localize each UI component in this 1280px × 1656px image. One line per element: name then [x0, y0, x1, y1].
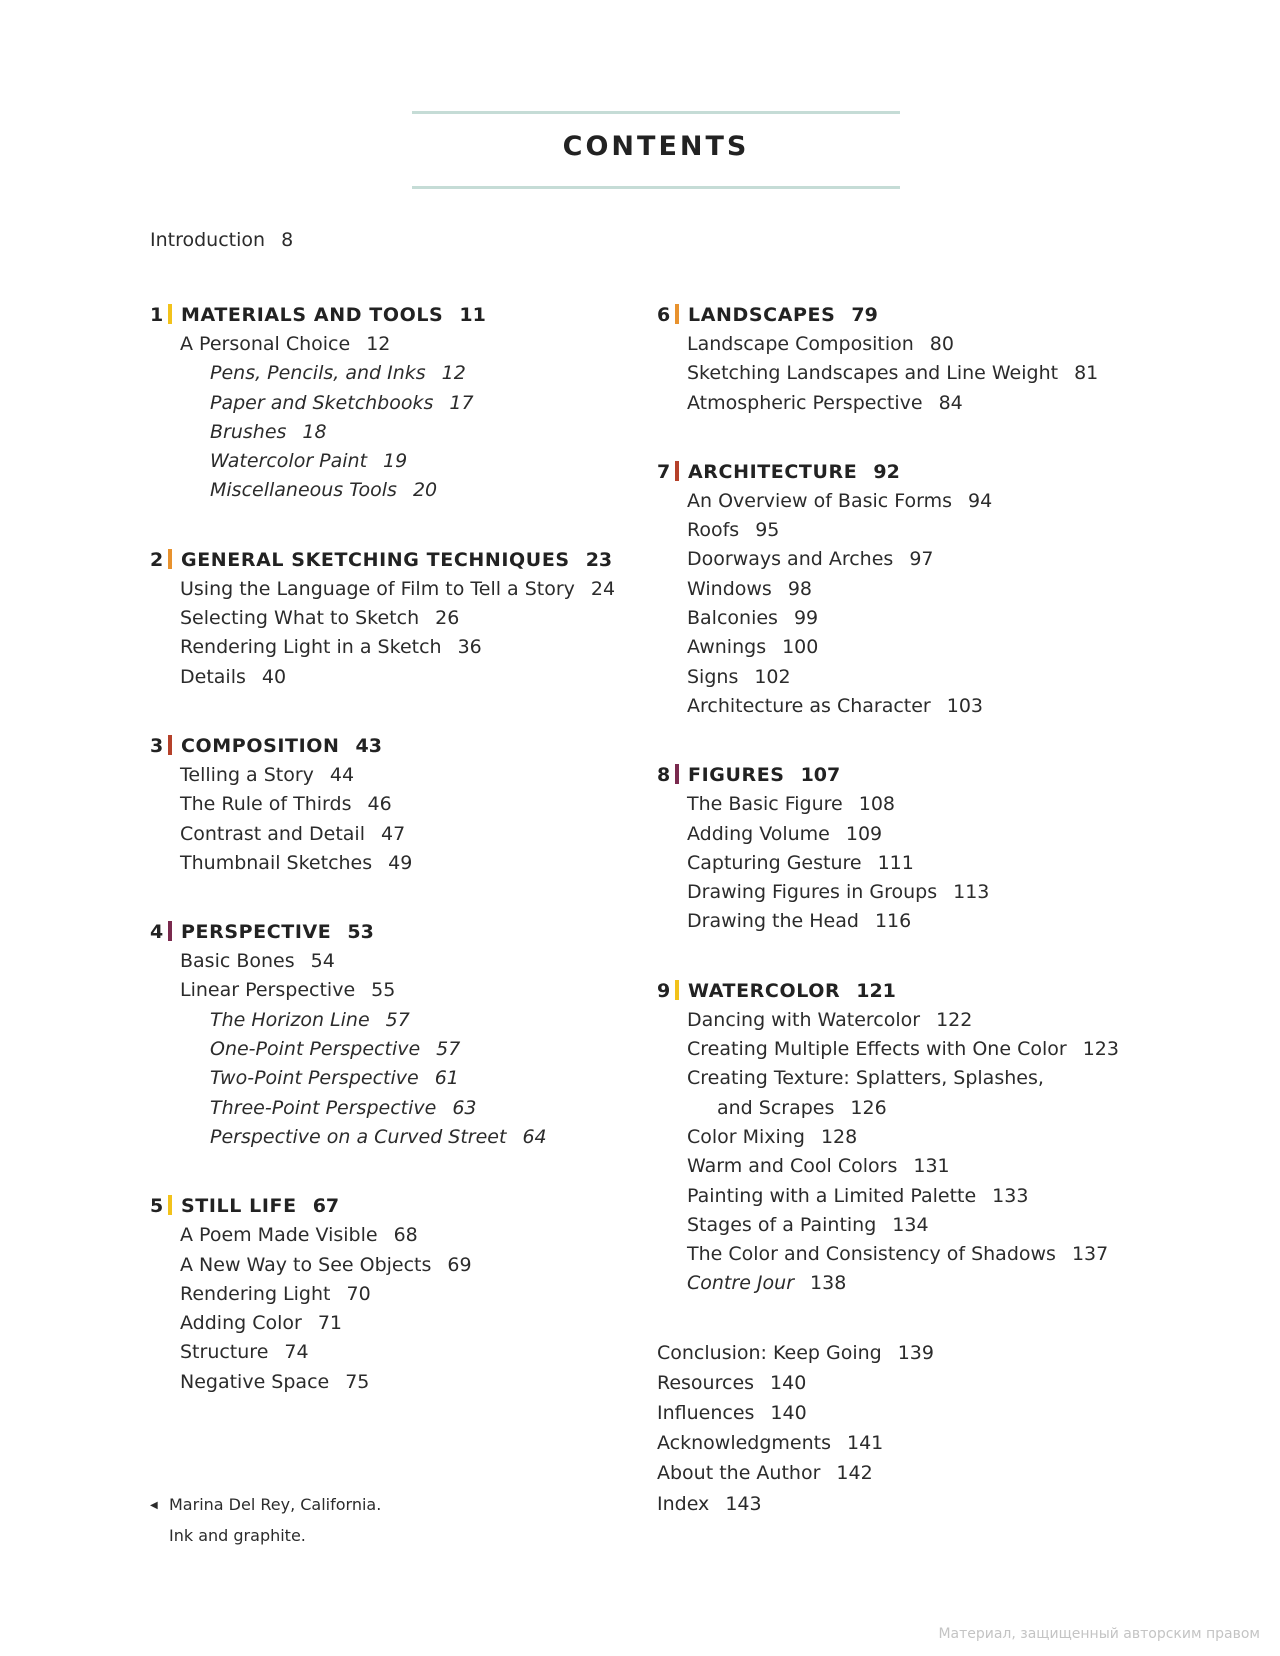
- entry-label: Painting with a Limited Palette: [687, 1184, 977, 1207]
- chapter-color-bar: [168, 549, 172, 569]
- entry-page: 20: [412, 479, 438, 502]
- toc-left-column: [150, 300, 630, 1436]
- entry-page: 133: [992, 1184, 1029, 1207]
- entry-label: A New Way to See Objects: [180, 1253, 432, 1276]
- toc-entry[interactable]: [657, 849, 1257, 878]
- chapter-color-bar: [675, 764, 679, 784]
- entry-page: 57: [385, 1008, 410, 1031]
- entry-label: and Scrapes: [717, 1096, 835, 1119]
- chapter-title: GENERAL SKETCHING TECHNIQUES: [181, 548, 570, 571]
- toc-entry[interactable]: [657, 820, 1257, 849]
- entry-label: Roofs: [687, 519, 740, 542]
- chapter-page: 92: [873, 460, 900, 483]
- entry-page: 24: [590, 577, 616, 600]
- entry-page: 116: [874, 910, 912, 933]
- entry-label: Windows: [687, 577, 772, 600]
- chapter-section: [657, 976, 1257, 1299]
- entry-page: 97: [909, 548, 934, 571]
- chapter-number: 8: [657, 764, 671, 787]
- chapter-heading[interactable]: [657, 300, 1257, 330]
- entry-label: Telling a Story: [180, 763, 314, 786]
- chapter-color-bar: [675, 461, 679, 481]
- triangle-left-icon: ◀: [150, 1500, 158, 1511]
- entry-page: 54: [310, 950, 335, 973]
- toc-entry[interactable]: [657, 545, 1257, 574]
- toc-entry[interactable]: [150, 1035, 630, 1064]
- entry-label: Miscellaneous Tools: [210, 479, 397, 502]
- backmatter-list: [657, 1338, 1257, 1519]
- entry-label: Index: [657, 1492, 710, 1515]
- chapter-page: 79: [851, 304, 878, 326]
- entry-label: Adding Color: [180, 1312, 302, 1335]
- entry-label: Details: [180, 665, 246, 688]
- backmatter-entry[interactable]: [657, 1428, 1257, 1458]
- chapter-title: STILL LIFE: [181, 1195, 297, 1218]
- chapter-color-bar: [675, 980, 679, 1000]
- backmatter-entry[interactable]: [657, 1368, 1257, 1398]
- entry-page: 94: [968, 489, 993, 512]
- entry-page: 74: [284, 1341, 309, 1364]
- toc-entry[interactable]: [657, 575, 1257, 604]
- entry-label: Conclusion: Keep Going: [657, 1341, 882, 1364]
- entry-label: Doorways and Arches: [687, 548, 894, 571]
- entry-page: 143: [725, 1492, 762, 1515]
- chapter-page: 43: [355, 734, 382, 757]
- chapter-number: 2: [150, 548, 164, 571]
- entry-label: Stages of a Painting: [687, 1213, 877, 1236]
- toc-entry[interactable]: [657, 878, 1257, 907]
- title-rule-top: [412, 111, 900, 114]
- chapter-section: [150, 731, 630, 878]
- entry-label: Color Mixing: [687, 1125, 805, 1148]
- entry-page: 75: [345, 1370, 370, 1393]
- entry-label: Acknowledgments: [657, 1432, 831, 1455]
- entry-label: Brushes: [210, 420, 287, 443]
- toc-entry[interactable]: [657, 1094, 1257, 1123]
- entry-label: Using the Language of Film to Tell a Story: [180, 577, 575, 600]
- entry-page: 142: [836, 1462, 873, 1485]
- chapter-title: WATERCOLOR: [688, 979, 841, 1002]
- toc-entry[interactable]: [657, 633, 1257, 662]
- toc-entry[interactable]: [657, 663, 1257, 692]
- entry-label: Two-Point Perspective: [210, 1067, 419, 1090]
- chapter-color-bar: [168, 921, 172, 941]
- entry-page: 68: [393, 1224, 418, 1247]
- toc-entry[interactable]: [150, 359, 630, 388]
- entry-label: Basic Bones: [180, 950, 295, 973]
- entry-page: 47: [380, 822, 406, 845]
- chapter-color-bar: [168, 735, 172, 755]
- entry-page: 84: [938, 391, 963, 414]
- chapter-number: 3: [150, 734, 164, 757]
- entry-label: Awnings: [687, 636, 767, 659]
- entry-label: Selecting What to Sketch: [180, 607, 420, 630]
- entry-page: 80: [929, 333, 954, 355]
- entry-page: 126: [850, 1096, 887, 1119]
- toc-entry[interactable]: [657, 516, 1257, 545]
- chapter-number: 7: [657, 460, 671, 483]
- chapter-heading[interactable]: [657, 760, 1257, 790]
- toc-entry[interactable]: [150, 1006, 630, 1035]
- chapter-heading[interactable]: [150, 300, 630, 330]
- entry-label: The Rule of Thirds: [180, 793, 352, 816]
- chapter-page: 11: [459, 304, 486, 326]
- entry-label: An Overview of Basic Forms: [687, 489, 953, 512]
- backmatter-entry[interactable]: [657, 1458, 1257, 1488]
- entry-label: Warm and Cool Colors: [687, 1155, 898, 1178]
- entry-label: Creating Multiple Effects with One Color: [687, 1038, 1067, 1061]
- caption-line1: Marina Del Rey, California.: [169, 1495, 382, 1514]
- entry-label: Drawing Figures in Groups: [687, 881, 938, 904]
- chapter-title: LANDSCAPES: [688, 304, 836, 326]
- chapter-number: 6: [657, 304, 671, 326]
- toc-entry[interactable]: [150, 633, 630, 662]
- chapter-page: 53: [347, 921, 374, 944]
- entry-label: A Personal Choice: [180, 333, 351, 355]
- toc-entry[interactable]: [150, 447, 630, 476]
- chapter-heading[interactable]: [150, 1191, 630, 1221]
- right-chapters: [657, 300, 1257, 1299]
- toc-entry[interactable]: [150, 476, 630, 505]
- entry-page: 140: [770, 1371, 807, 1394]
- entry-page: 102: [754, 665, 791, 688]
- entry-page: 111: [877, 851, 914, 874]
- entry-label: The Horizon Line: [210, 1008, 370, 1031]
- entry-label: Negative Space: [180, 1370, 330, 1393]
- toc-entry[interactable]: [150, 761, 630, 790]
- entry-page: 44: [329, 763, 355, 786]
- toc-entry[interactable]: [657, 1152, 1257, 1181]
- toc-right-column: [657, 300, 1257, 1519]
- entry-label: Creating Texture: Splatters, Splashes,: [687, 1067, 1044, 1090]
- chapter-section: [150, 917, 630, 1152]
- backmatter-entry[interactable]: [657, 1338, 1257, 1368]
- chapter-title: FIGURES: [688, 764, 785, 787]
- chapter-section: [657, 457, 1257, 721]
- entry-page: 138: [810, 1272, 847, 1295]
- entry-page: 134: [892, 1213, 929, 1236]
- entry-label: Capturing Gesture: [687, 851, 862, 874]
- toc-entry[interactable]: [150, 330, 630, 359]
- toc-entry[interactable]: [150, 976, 630, 1005]
- entry-label: Introduction: [150, 229, 266, 251]
- entry-label: Sketching Landscapes and Line Weight: [687, 362, 1059, 385]
- entry-page: 55: [371, 979, 396, 1002]
- backmatter-entry[interactable]: [657, 1489, 1257, 1519]
- toc-entry[interactable]: [657, 1240, 1257, 1269]
- entry-label: Adding Volume: [687, 822, 830, 845]
- toc-entry[interactable]: [657, 692, 1257, 721]
- entry-page: 113: [953, 881, 990, 904]
- chapter-page: 107: [800, 764, 841, 787]
- toc-entry[interactable]: [657, 1211, 1257, 1240]
- entry-page: 57: [436, 1038, 461, 1061]
- toc-entry[interactable]: [657, 330, 1257, 359]
- entry-label: The Basic Figure: [687, 793, 843, 816]
- entry-label: Structure: [180, 1341, 269, 1364]
- toc-entry[interactable]: [150, 604, 630, 633]
- entry-page: 140: [770, 1402, 807, 1425]
- chapter-title: COMPOSITION: [181, 734, 340, 757]
- toc-entry[interactable]: [150, 1338, 630, 1367]
- entry-label: Paper and Sketchbooks: [210, 391, 434, 414]
- title-rule-bottom: [412, 186, 900, 189]
- chapter-section: [657, 300, 1257, 418]
- toc-entry[interactable]: [150, 790, 630, 819]
- chapter-color-bar: [168, 304, 172, 324]
- toc-entry[interactable]: [657, 1064, 1257, 1093]
- entry-label: Dancing with Watercolor: [687, 1008, 921, 1031]
- entry-label: Influences: [657, 1402, 755, 1425]
- entry-page: 26: [435, 607, 460, 630]
- entry-page: 18: [302, 420, 327, 443]
- toc-entry[interactable]: [657, 604, 1257, 633]
- entry-label: Rendering Light: [180, 1282, 331, 1305]
- toc-entry[interactable]: [150, 1280, 630, 1309]
- entry-page: 70: [346, 1282, 371, 1305]
- entry-label: Balconies: [687, 607, 778, 630]
- entry-page: 40: [261, 665, 287, 688]
- entry-label: One-Point Perspective: [210, 1038, 421, 1061]
- entry-page: 108: [858, 793, 895, 816]
- entry-label: Architecture as Character: [687, 694, 931, 717]
- entry-page: 122: [936, 1008, 973, 1031]
- entry-page: 19: [383, 450, 408, 473]
- toc-entry[interactable]: [150, 1123, 630, 1152]
- entry-label: Three-Point Perspective: [210, 1096, 437, 1119]
- entry-page: 69: [447, 1253, 472, 1276]
- toc-entry-introduction[interactable]: [150, 229, 293, 251]
- chapter-heading[interactable]: [657, 976, 1257, 1006]
- entry-label: Landscape Composition: [687, 333, 914, 355]
- entry-page: 12: [441, 362, 466, 385]
- toc-entry[interactable]: [657, 1269, 1257, 1298]
- chapter-heading[interactable]: [150, 545, 630, 575]
- toc-entry[interactable]: [150, 849, 630, 878]
- entry-label: Pens, Pencils, and Inks: [210, 362, 426, 385]
- entry-label: Signs: [687, 665, 739, 688]
- entry-page: 64: [522, 1125, 547, 1148]
- toc-entry[interactable]: [150, 575, 630, 604]
- chapter-page: 121: [856, 979, 896, 1002]
- image-caption: [150, 1490, 381, 1551]
- entry-label: Linear Perspective: [180, 979, 356, 1002]
- entry-page: 109: [845, 822, 883, 845]
- toc-entry[interactable]: [657, 359, 1257, 388]
- chapter-number: 5: [150, 1195, 164, 1218]
- entry-label: Contrast and Detail: [180, 822, 365, 845]
- entry-page: 141: [847, 1432, 884, 1455]
- toc-entry[interactable]: [150, 820, 630, 849]
- chapter-color-bar: [675, 304, 679, 324]
- toc-entry[interactable]: [150, 1094, 630, 1123]
- entry-page: 99: [793, 607, 819, 630]
- chapter-number: 9: [657, 979, 671, 1002]
- entry-label: Watercolor Paint: [210, 450, 368, 473]
- entry-label: Thumbnail Sketches: [180, 851, 373, 874]
- entry-page: 46: [367, 793, 392, 816]
- entry-page: 95: [755, 519, 780, 542]
- entry-label: Drawing the Head: [687, 910, 859, 933]
- chapter-title: MATERIALS AND TOOLS: [181, 304, 444, 326]
- entry-page: 17: [449, 391, 474, 414]
- copyright-watermark: Материал, защищенный авторским правом: [938, 1626, 1260, 1642]
- toc-entry[interactable]: [657, 790, 1257, 819]
- toc-entry[interactable]: [657, 389, 1257, 418]
- entry-page: 49: [388, 851, 413, 874]
- entry-page: 81: [1074, 362, 1099, 385]
- entry-page: 103: [946, 694, 984, 717]
- chapter-heading[interactable]: [657, 457, 1257, 487]
- backmatter-entry[interactable]: [657, 1398, 1257, 1428]
- chapter-section: [150, 300, 630, 506]
- chapter-page: 23: [585, 548, 613, 571]
- chapter-number: 1: [150, 304, 164, 326]
- toc-entry[interactable]: [150, 389, 630, 418]
- entry-page: 123: [1082, 1038, 1119, 1061]
- entry-page: 36: [457, 636, 482, 659]
- entry-label: A Poem Made Visible: [180, 1224, 378, 1247]
- chapter-color-bar: [168, 1195, 172, 1215]
- entry-page: 98: [787, 577, 813, 600]
- entry-page: 71: [317, 1312, 342, 1335]
- toc-entry[interactable]: [150, 1221, 630, 1250]
- toc-entry[interactable]: [150, 947, 630, 976]
- entry-page: 131: [913, 1155, 950, 1178]
- chapter-heading[interactable]: [150, 917, 630, 947]
- entry-page: 128: [820, 1125, 858, 1148]
- chapter-section: [150, 545, 630, 692]
- toc-entry[interactable]: [150, 418, 630, 447]
- chapter-section: [657, 760, 1257, 936]
- entry-label: The Color and Consistency of Shadows: [687, 1243, 1056, 1266]
- entry-page: 61: [434, 1067, 459, 1090]
- chapter-heading[interactable]: [150, 731, 630, 761]
- page-title: CONTENTS: [562, 131, 750, 162]
- entry-page: 63: [452, 1096, 477, 1119]
- entry-label: About the Author: [657, 1462, 821, 1485]
- chapter-title: ARCHITECTURE: [688, 460, 858, 483]
- toc-entry[interactable]: [150, 663, 630, 692]
- chapter-number: 4: [150, 921, 164, 944]
- entry-label: Atmospheric Perspective: [687, 391, 923, 414]
- toc-entry[interactable]: [657, 1035, 1257, 1064]
- entry-label: Perspective on a Curved Street: [210, 1125, 507, 1148]
- toc-entry[interactable]: [150, 1368, 630, 1397]
- toc-entry[interactable]: [150, 1251, 630, 1280]
- toc-entry[interactable]: [150, 1309, 630, 1338]
- chapter-title: PERSPECTIVE: [181, 921, 332, 944]
- entry-label: Resources: [657, 1371, 755, 1394]
- toc-entry[interactable]: [657, 1006, 1257, 1035]
- chapter-section: [150, 1191, 630, 1397]
- toc-entry[interactable]: [657, 1182, 1257, 1211]
- entry-page: 139: [897, 1341, 934, 1364]
- caption-line2: Ink and graphite.: [169, 1526, 306, 1545]
- toc-entry[interactable]: [150, 1064, 630, 1093]
- entry-page: 12: [366, 333, 391, 355]
- entry-page: 100: [782, 636, 819, 659]
- entry-label: Rendering Light in a Sketch: [180, 636, 442, 659]
- toc-entry[interactable]: [657, 907, 1257, 936]
- toc-entry[interactable]: [657, 1123, 1257, 1152]
- toc-entry[interactable]: [657, 487, 1257, 516]
- entry-label: Contre Jour: [687, 1272, 795, 1295]
- entry-page: 8: [281, 229, 294, 251]
- chapter-page: 67: [312, 1195, 340, 1218]
- entry-page: 137: [1071, 1243, 1109, 1266]
